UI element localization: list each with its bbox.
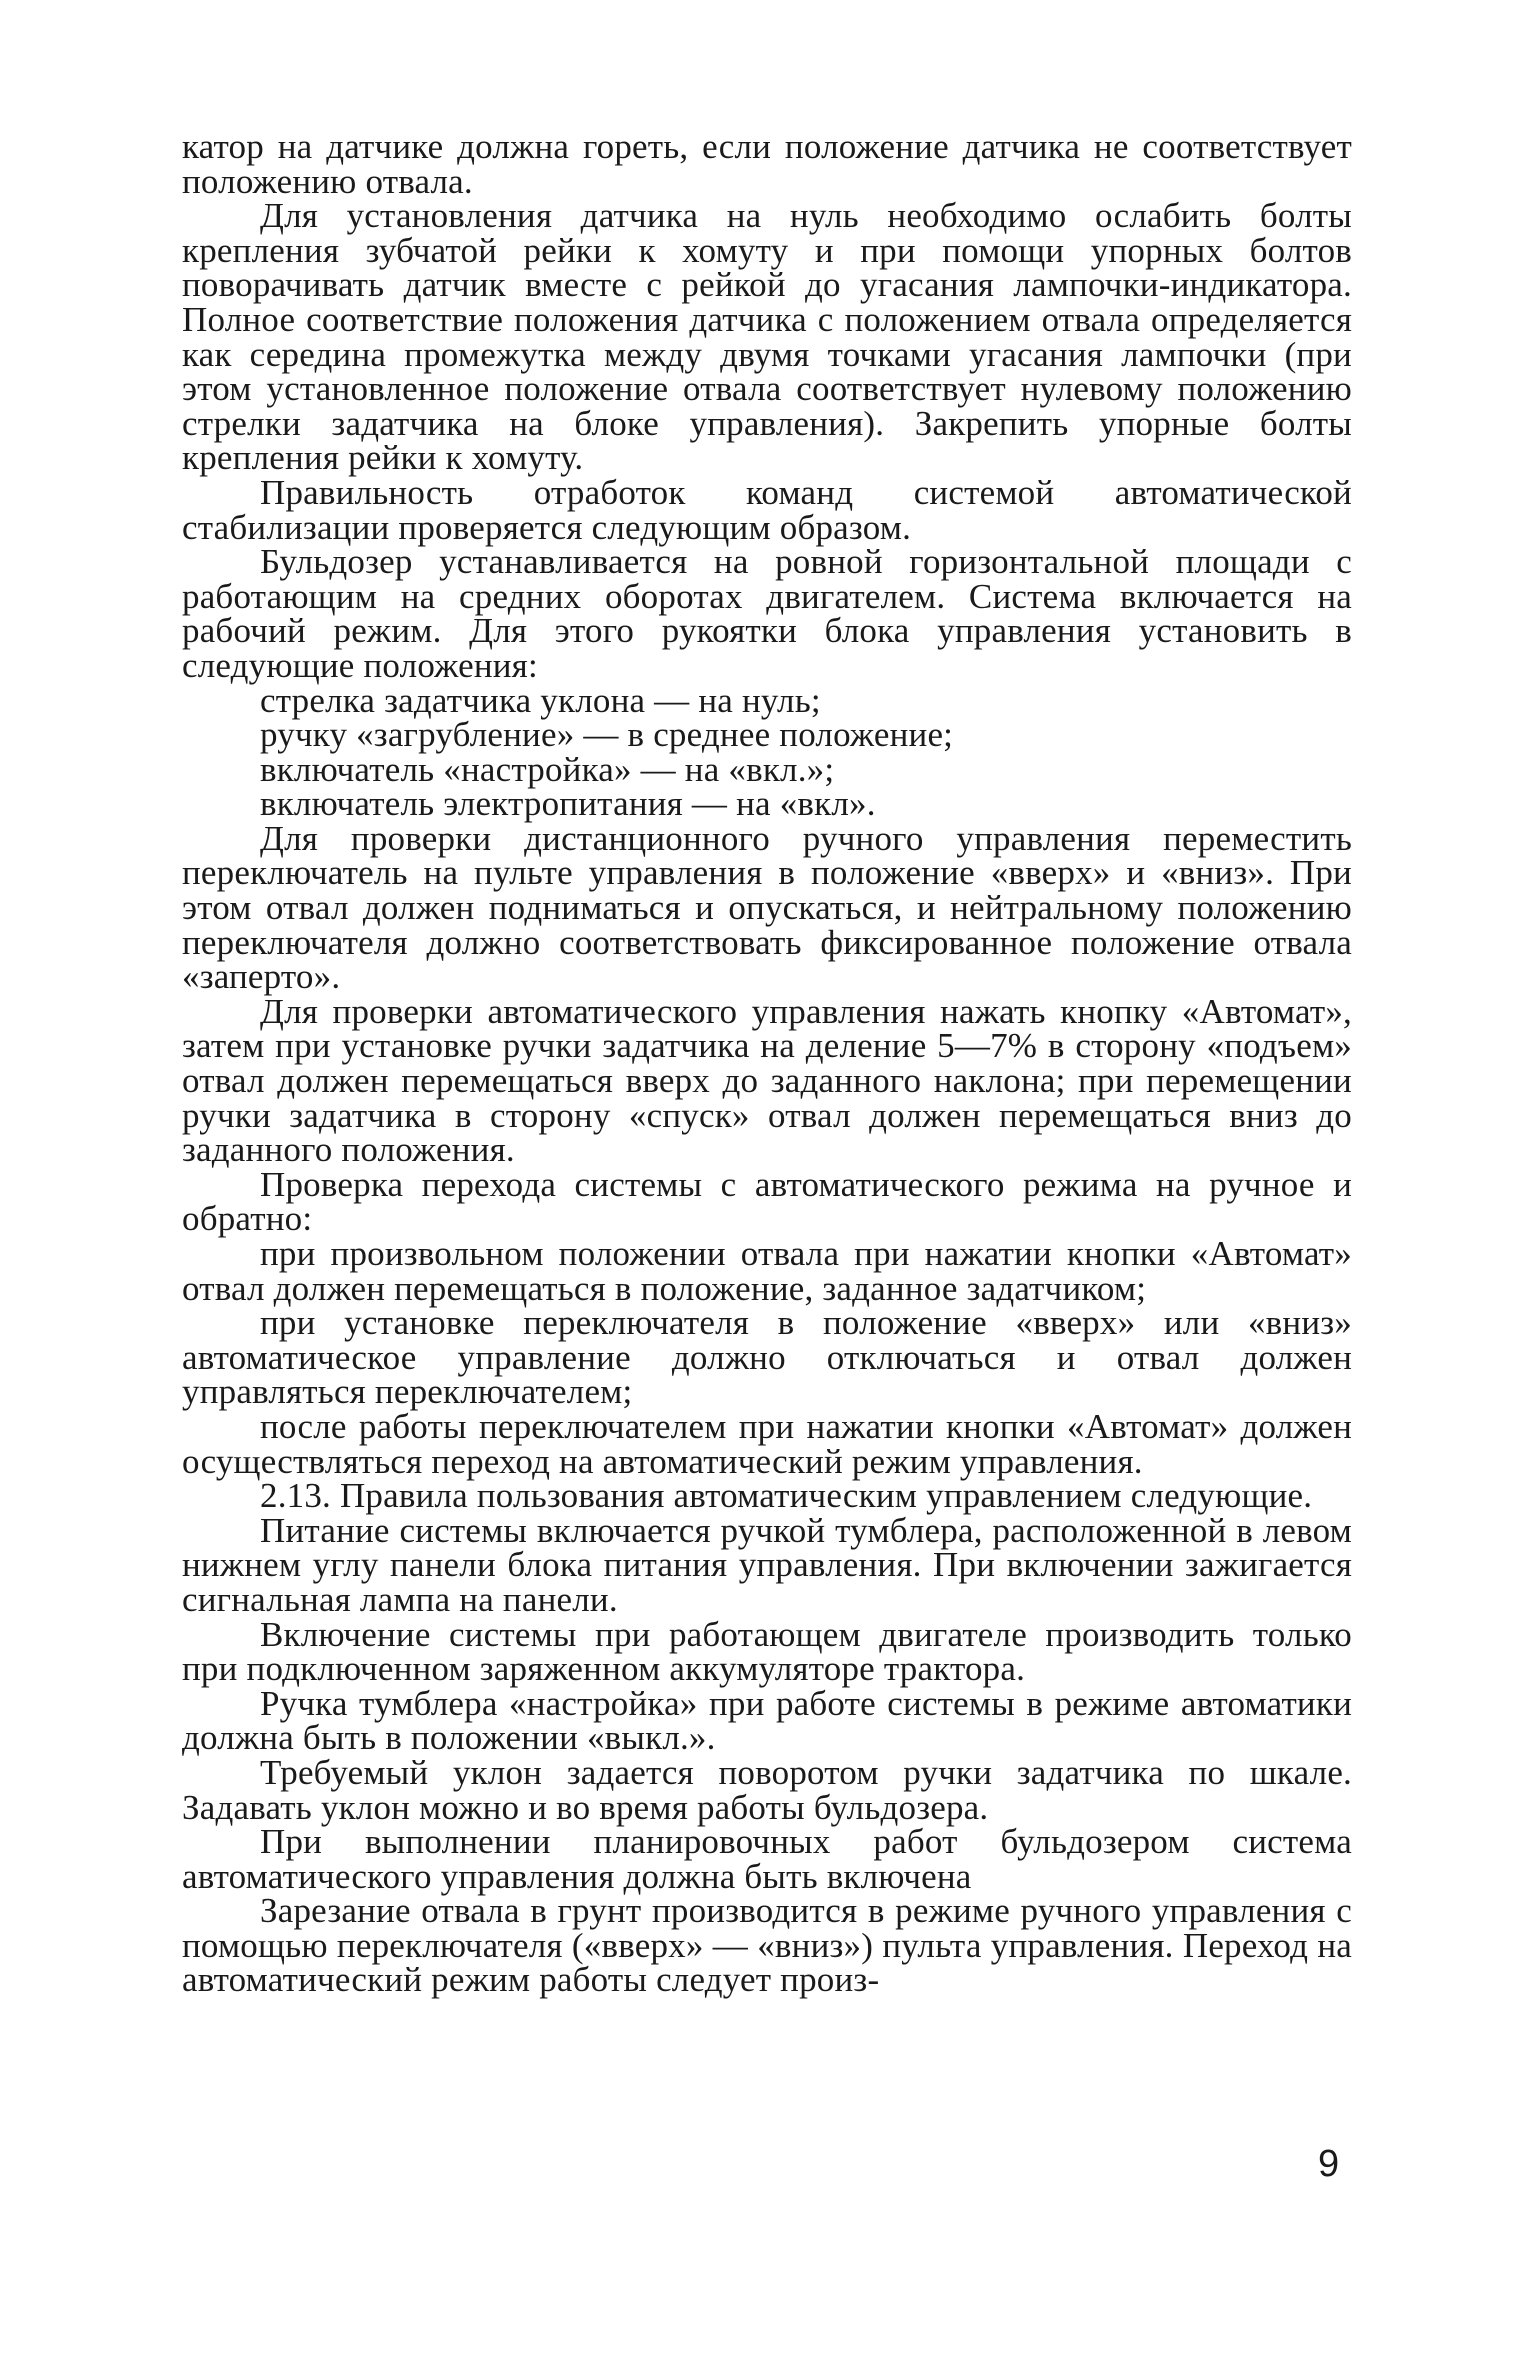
list-item: ручку «загрубление» — в среднее положение; [260, 715, 954, 755]
list-item: стрелка задатчика уклона — на нуль; [260, 680, 821, 720]
list-item: при установке переключателя в положение «вверх» или «вниз» автоматическое управление должно отключаться и отвал должен управляться переключателем; [182, 1303, 1352, 1412]
paragraph-tuning-toggle: Ручка тумблера «настройка» при работе системы в режиме автоматики должна быть в положении «выкл.». [182, 1683, 1352, 1758]
paragraph-zero-setup: Для установления датчика на нуль необходимо ослабить болты крепления зубчатой рейки к хомуту и при помощи упорных болтов поворачивать датчик вместе с рейкой до угасания лампочки-индикатора. Полное соответствие положения датчика с положением отвала определяется как середина промежутка между двумя точками угасания лампочки (при этом установленное положение отвала соответствует нулевому положению стрелки задатчика на блоке управления). Закрепить упорные болты крепления рейки к хомуту. [182, 196, 1352, 478]
paragraph-continuation: катор на датчике должна гореть, если положение датчика не соответствует положению отвала. [182, 127, 1352, 201]
page-body [182, 127, 1352, 2000]
paragraph-planning-works: При выполнении планировочных работ бульдозером система автоматического управления должна быть включена [182, 1822, 1352, 1896]
list-item: включатель электропитания — на «вкл». [260, 784, 876, 824]
list-item: после работы переключателем при нажатии кнопки «Автомат» должен осуществляться переход на автоматический режим управления. [182, 1406, 1352, 1481]
paragraph-command-check: Правильность отработок команд системой автоматической стабилизации проверяется следующим образом. [182, 472, 1352, 547]
paragraph-power-supply: Питание системы включается ручкой тумблера, расположенной в левом нижнем углу панели блока питания управления. При включении зажигается сигнальная лампа на панели. [182, 1510, 1352, 1619]
section-2-13-heading: 2.13. Правила пользования автоматическим управлением следующие. [260, 1476, 1313, 1516]
paragraph-switch-on: Включение системы при работающем двигателе производить только при подключенном заряженном аккумуляторе трактора. [182, 1614, 1352, 1689]
paragraph-bulldozer-setup: Бульдозер устанавливается на ровной горизонтальной площади с работающим на средних оборотах двигателем. Система включается на рабочий режим. Для этого рукоятки блока управления установить в следующие положения: [182, 542, 1352, 685]
paragraph-automatic-check: Для проверки автоматического управления нажать кнопку «Автомат», затем при установке ручки задатчика на деление 5—7% в сторону «подъем» отвал должен перемещаться вверх до заданного наклона; при перемещении ручки задатчика в сторону «спуск» отвал должен перемещаться вниз до заданного положения. [182, 991, 1352, 1170]
list-item: при произвольном положении отвала при нажатии кнопки «Автомат» отвал должен перемещаться в положение, заданное задатчиком; [182, 1234, 1352, 1308]
paragraph-mode-transition: Проверка перехода системы с автоматического режима на ручное и обратно: [182, 1164, 1352, 1239]
paragraph-slope-setting: Требуемый уклон задается поворотом ручки задатчика по шкале. Задавать уклон можно и во время работы бульдозера. [182, 1752, 1352, 1827]
list-item: включатель «настройка» — на «вкл.»; [260, 749, 835, 789]
paragraph-remote-manual-check: Для проверки дистанционного ручного управления переместить переключатель на пульте управления в положение «вверх» и «вниз». При этом отвал должен подниматься и опускаться, и нейтральному положению переключателя должно соответствовать фиксированное положение отвала «заперто». [182, 818, 1352, 997]
page-number: 9 [1318, 2143, 1340, 2185]
paragraph-blade-cutting: Зарезание отвала в грунт производится в режиме ручного управления с помощью переключателя («вверх» — «вниз») пульта управления. Переход на автоматический режим работы следует произ- [182, 1891, 1352, 2000]
